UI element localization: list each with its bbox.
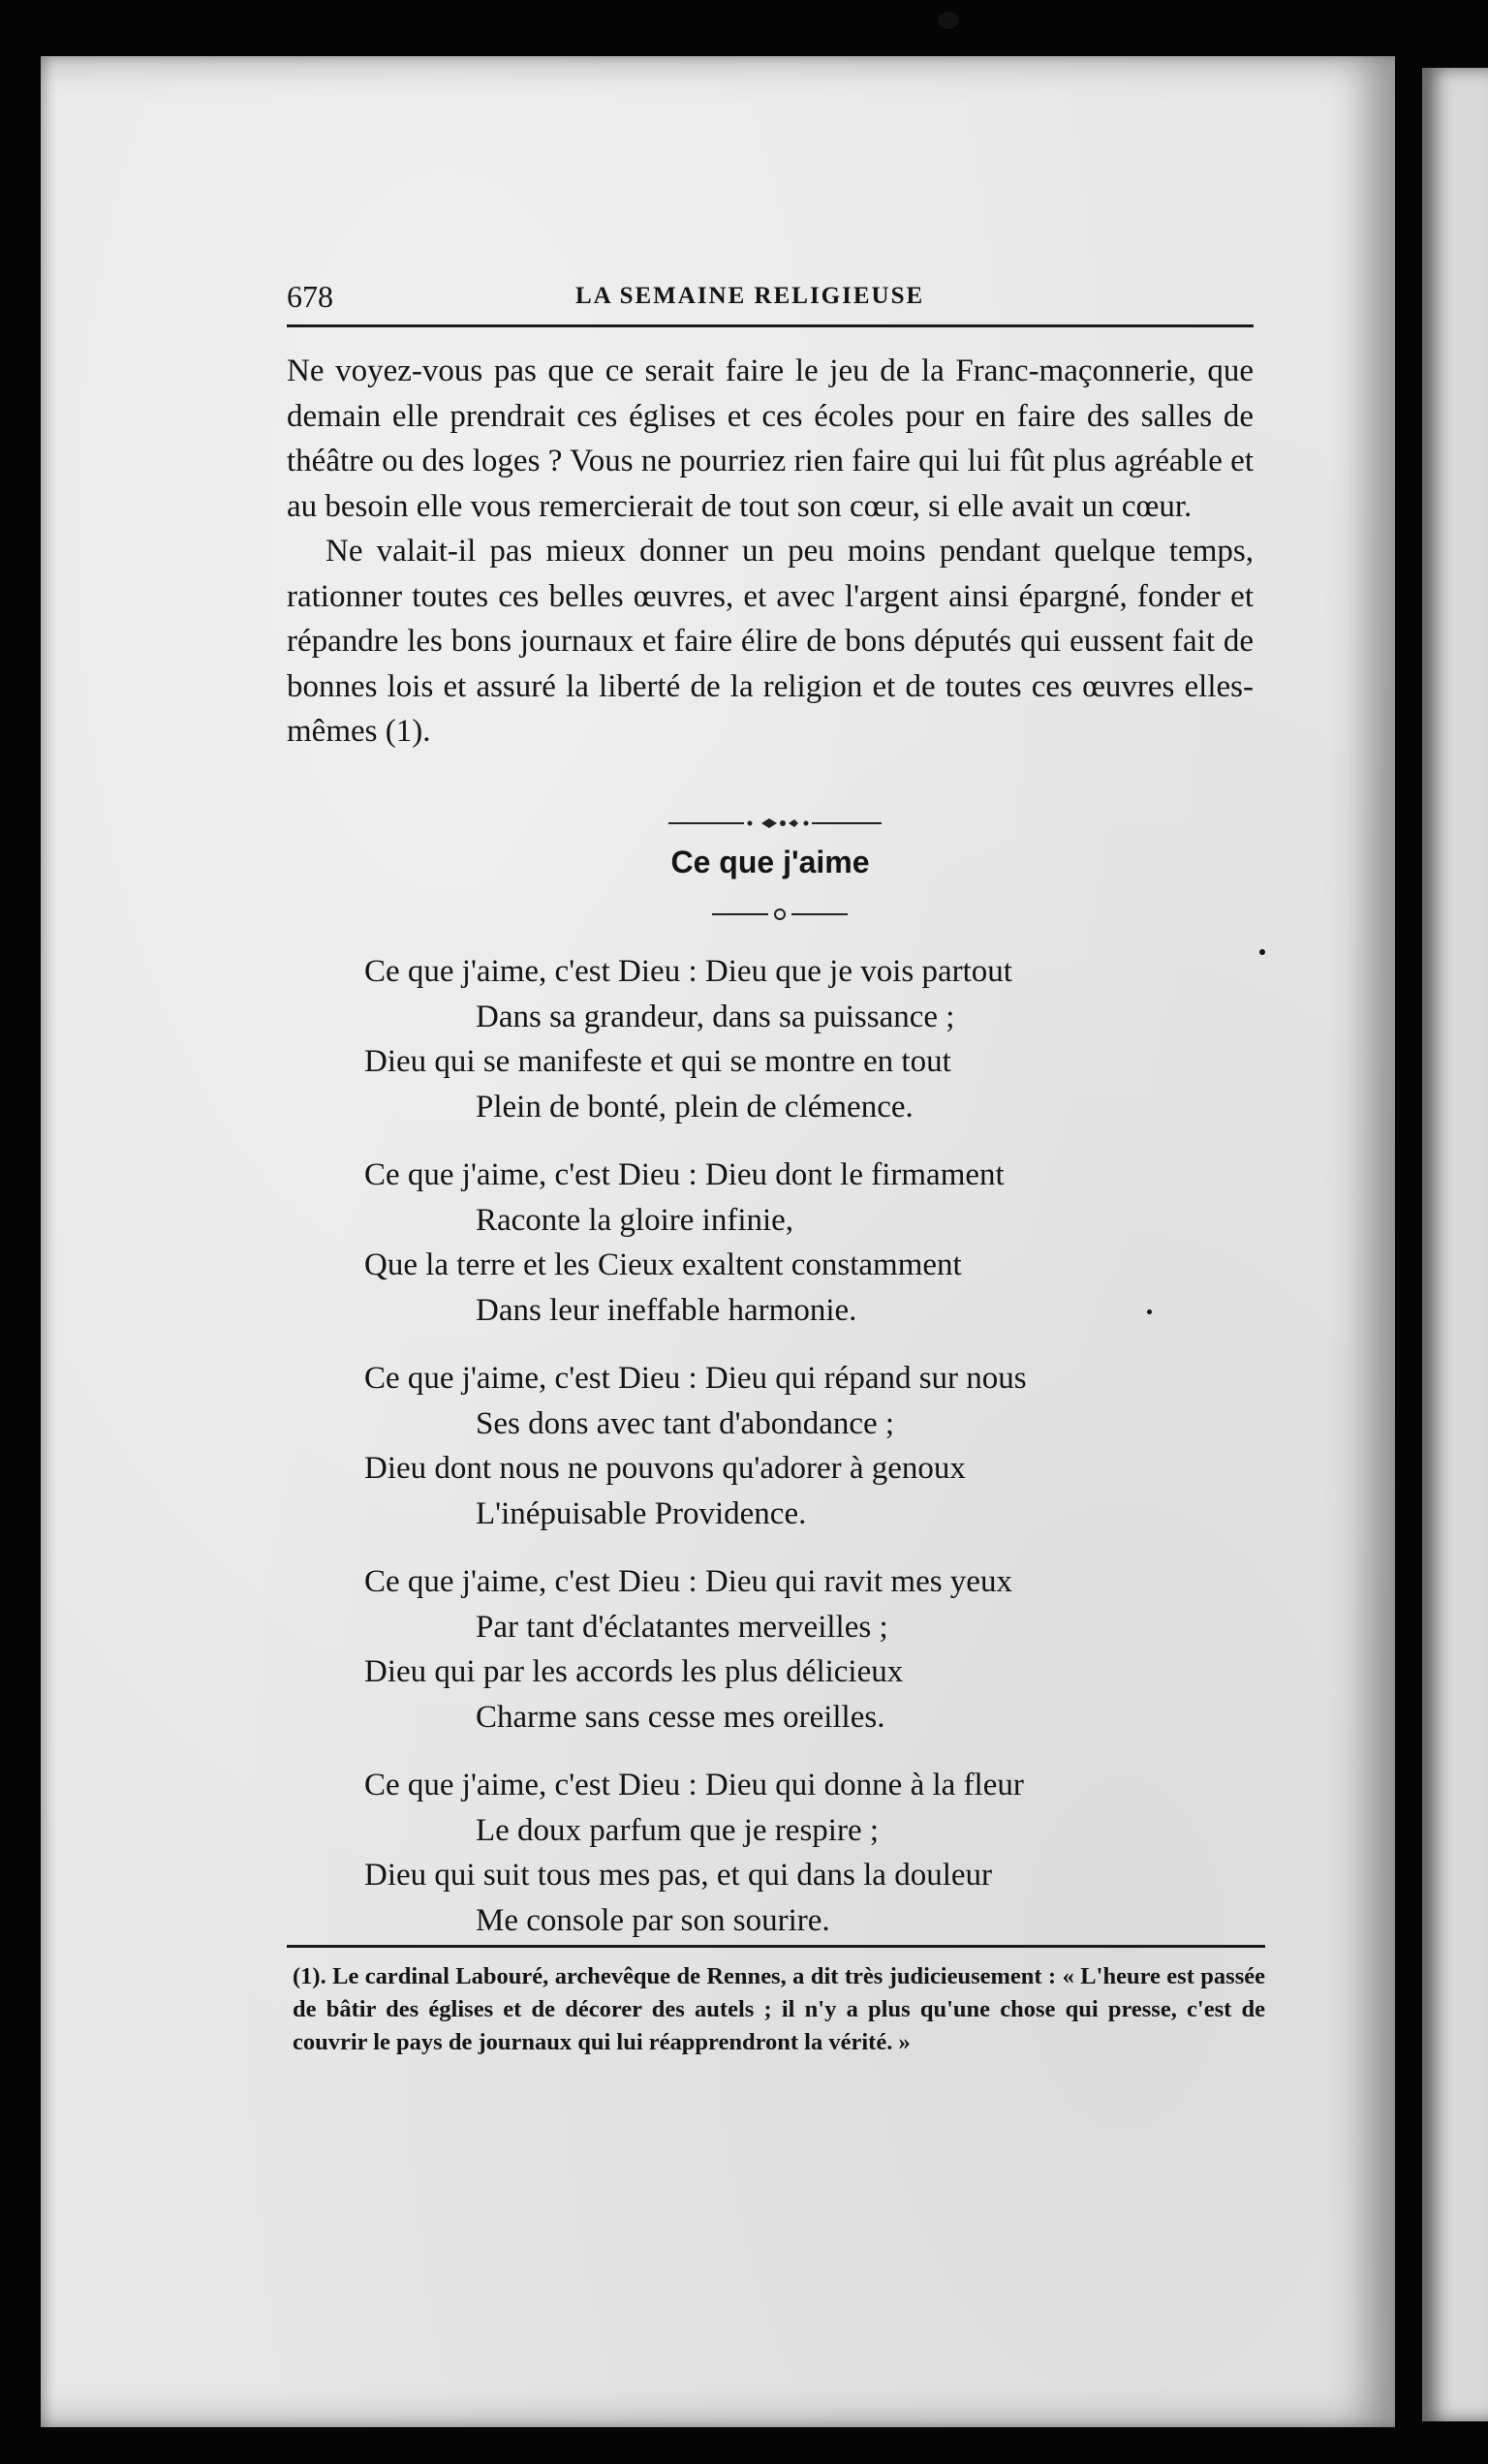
verse-line: Raconte la gloire infinie, xyxy=(476,1202,794,1238)
verse-line: Plein de bonté, plein de clémence. xyxy=(476,1089,914,1124)
verse-line: Me console par son sourire. xyxy=(476,1902,830,1938)
stanza xyxy=(364,949,1236,1129)
paragraph: Ne valait-il pas mieux donner un peu moins pendant quelque temps, rationner toutes ces belles œuvres, et avec l'argent ainsi épargné, fonder et répandre les bons journaux et faire élire de bons députés qui eussent fait de bonnes lois et assuré la liberté de la religion et de toutes ces œuvres elles-mêmes (1). xyxy=(287,534,1254,749)
page-header xyxy=(287,273,1256,322)
verse-line: Dieu qui se manifeste et qui se montre en tout xyxy=(364,1044,951,1079)
verse-line: Dans leur ineffable harmonie. xyxy=(476,1292,857,1328)
stanza xyxy=(364,1356,1236,1536)
footnote: (1). Le cardinal Labouré, archevêque de Rennes, a dit très judicieusement : « L'heure est passée de bâtir des églises et de décorer des autels ; il n'y a plus qu'une chose qui presse, c'est de couvrir le pays de journaux qui lui réapprendront la vérité. » xyxy=(293,1963,1265,2055)
verse-line: Le doux parfum que je respire ; xyxy=(476,1812,880,1848)
adjacent-page-edge xyxy=(1422,68,1488,2421)
stanza xyxy=(364,1153,1236,1333)
page-number: 678 xyxy=(287,279,333,314)
verse-line: Dieu qui par les accords les plus délicieux xyxy=(364,1654,904,1689)
verse-line: Ce que j'aime, c'est Dieu : Dieu que je vois partout xyxy=(364,954,1012,989)
verse-line: Dieu dont nous ne pouvons qu'adorer à genoux xyxy=(364,1451,966,1486)
verse-line: Dieu qui suit tous mes pas, et qui dans la douleur xyxy=(364,1858,992,1893)
verse-line: Charme sans cesse mes oreilles. xyxy=(476,1699,885,1735)
running-title: LA SEMAINE RELIGIEUSE xyxy=(575,283,925,309)
poem xyxy=(364,949,1236,1966)
section-ornament xyxy=(668,814,882,833)
verse-line: Par tant d'éclatantes merveilles ; xyxy=(476,1609,888,1645)
verse-line: Ses dons avec tant d'abondance ; xyxy=(476,1405,895,1441)
prose-body xyxy=(287,349,1254,755)
scan-speck xyxy=(1147,1309,1152,1314)
stanza xyxy=(364,1763,1236,1943)
footnote-rule xyxy=(287,1945,1265,1948)
verse-line: Ce que j'aime, c'est Dieu : Dieu dont le firmament xyxy=(364,1157,1005,1192)
verse-line: Dans sa grandeur, dans sa puissance ; xyxy=(476,999,955,1034)
verse-line: Ce que j'aime, c'est Dieu : Dieu qui répand sur nous xyxy=(364,1361,1027,1396)
scan-speck xyxy=(938,12,959,29)
verse-line: Ce que j'aime, c'est Dieu : Dieu qui ravit mes yeux xyxy=(364,1564,1012,1599)
paragraph: Ne voyez-vous pas que ce serait faire le jeu de la Franc-maçonnerie, que demain elle prendrait ces églises et ces écoles pour en faire des salles de théâtre ou des loges ? Vous ne pourriez rien faire qui lui fût plus agréable et au besoin elle vous remercierait de tout son cœur, si elle avait un cœur. xyxy=(287,354,1254,524)
poem-title: Ce que j'aime xyxy=(670,845,870,879)
header-rule xyxy=(287,324,1254,327)
stanza xyxy=(364,1559,1236,1740)
verse-line: Ce que j'aime, c'est Dieu : Dieu qui donne à la fleur xyxy=(364,1768,1024,1802)
scan-speck xyxy=(1259,949,1265,955)
verse-line: L'inépuisable Providence. xyxy=(476,1495,807,1531)
verse-line: Que la terre et les Cieux exaltent constamment xyxy=(364,1247,962,1282)
title-ornament xyxy=(712,903,848,926)
